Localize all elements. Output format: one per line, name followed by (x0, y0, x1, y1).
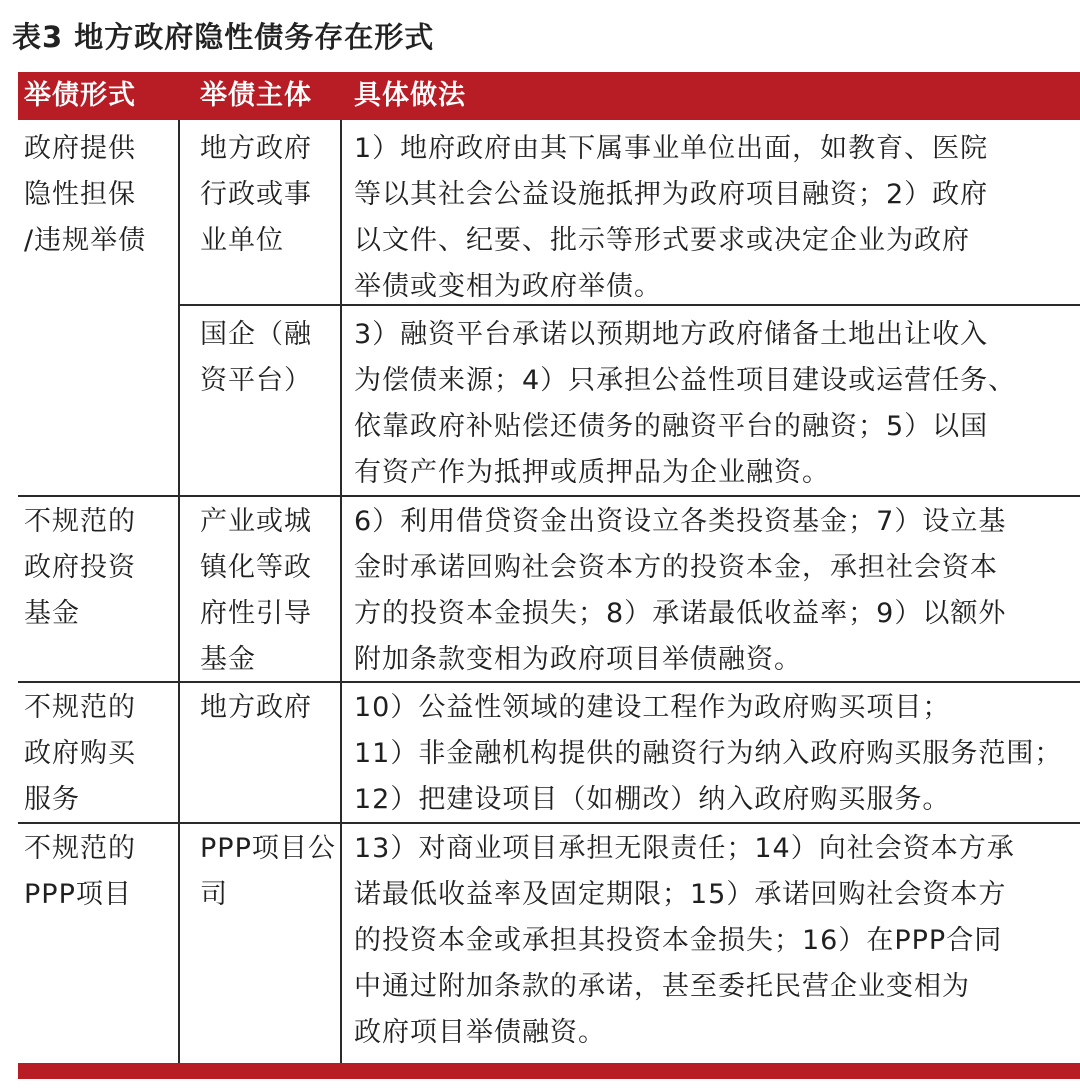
cell-line: 11）非金融机构提供的融资行为纳入政府购买服务范围； (354, 738, 1063, 769)
cell-line: 产业或城 (200, 506, 312, 537)
row-3-specific-method (354, 499, 1076, 683)
cell-line: 府性引导 (200, 598, 312, 629)
cell-line: 政府提供 (24, 133, 136, 164)
cell-line: PPP项目 (24, 879, 132, 910)
cell-line: 不规范的 (24, 692, 136, 723)
table-title: 表3 地方政府隐性债务存在形式 (12, 20, 435, 54)
row-1-debt-subject (200, 126, 336, 264)
cell-line: 国企（融 (200, 319, 312, 350)
cell-line: 政府购买 (24, 738, 136, 769)
cell-line: 诺最低收益率及固定期限；15）承诺回购社会资本方 (354, 879, 1007, 910)
cell-line: 司 (200, 879, 228, 910)
cell-line: 基金 (24, 598, 80, 629)
row-5-debt-form (24, 826, 174, 918)
cell-line: 10）公益性领域的建设工程作为政府购买项目； (354, 692, 951, 723)
table-header-row (18, 72, 1080, 120)
header-debt-subject: 举债主体 (200, 80, 312, 111)
cell-line: 的投资本金或承担其投资本金损失；16）在PPP合同 (354, 925, 1003, 956)
cell-line: 不规范的 (24, 506, 136, 537)
header-specific-method: 具体做法 (354, 80, 466, 111)
column-divider (178, 120, 180, 1063)
cell-line: 有资产作为抵押或质押品为企业融资。 (354, 457, 830, 488)
cell-line: 举债或变相为政府举债。 (354, 271, 662, 302)
cell-line: PPP项目公 (200, 833, 336, 864)
cell-line: 地方政府 (200, 133, 312, 164)
cell-line: 资平台） (200, 365, 312, 396)
cell-line: 附加条款变相为政府项目举债融资。 (354, 644, 802, 675)
cell-line: 政府项目举债融资。 (354, 1017, 606, 1048)
row-4-debt-form (24, 685, 174, 823)
cell-line: 为偿债来源；4）只承担公益性项目建设或运营任务、 (354, 365, 1017, 396)
row-3-debt-subject (200, 499, 336, 683)
cell-line: 13）对商业项目承担无限责任；14）向社会资本方承 (354, 833, 1015, 864)
row-2-debt-subject (200, 312, 336, 404)
cell-line: 依靠政府补贴偿还债务的融资平台的融资；5）以国 (354, 411, 989, 442)
cell-line: 镇化等政 (200, 552, 312, 583)
cell-line: 以文件、纪要、批示等形式要求或决定企业为政府 (354, 225, 970, 256)
cell-line: 1）地府政府由其下属事业单位出面，如教育、医院 (354, 133, 989, 164)
cell-line: 12）把建设项目（如棚改）纳入政府购买服务。 (354, 784, 951, 815)
cell-line: 中通过附加条款的承诺，甚至委托民营企业变相为 (354, 971, 970, 1002)
cell-line: 服务 (24, 784, 80, 815)
row-1-debt-form (24, 126, 174, 264)
row-2-specific-method (354, 312, 1076, 496)
row-3-debt-form (24, 499, 174, 637)
cell-line: 行政或事 (200, 179, 312, 210)
column-divider (340, 120, 342, 1063)
cell-line: 金时承诺回购社会资本方的投资本金，承担社会资本 (354, 552, 998, 583)
row-4-specific-method (354, 685, 1076, 823)
row-5-debt-subject (200, 826, 336, 918)
header-debt-form: 举债形式 (24, 80, 136, 111)
row-1-specific-method (354, 126, 1076, 310)
debt-forms-table (18, 72, 1080, 1079)
cell-line: /违规举债 (24, 225, 147, 256)
cell-line: 等以其社会公益设施抵押为政府项目融资；2）政府 (354, 179, 989, 210)
row-4-debt-subject (200, 685, 336, 731)
table-bottom-bar (18, 1063, 1080, 1079)
cell-line: 6）利用借贷资金出资设立各类投资基金；7）设立基 (354, 506, 1007, 537)
cell-line: 业单位 (200, 225, 284, 256)
cell-line: 不规范的 (24, 833, 136, 864)
cell-line: 方的投资本金损失；8）承诺最低收益率；9）以额外 (354, 598, 1007, 629)
cell-line: 3）融资平台承诺以预期地方政府储备土地出让收入 (354, 319, 989, 350)
cell-line: 政府投资 (24, 552, 136, 583)
cell-line: 地方政府 (200, 692, 312, 723)
cell-line: 隐性担保 (24, 179, 136, 210)
row-5-specific-method (354, 826, 1076, 1056)
cell-line: 基金 (200, 644, 256, 675)
